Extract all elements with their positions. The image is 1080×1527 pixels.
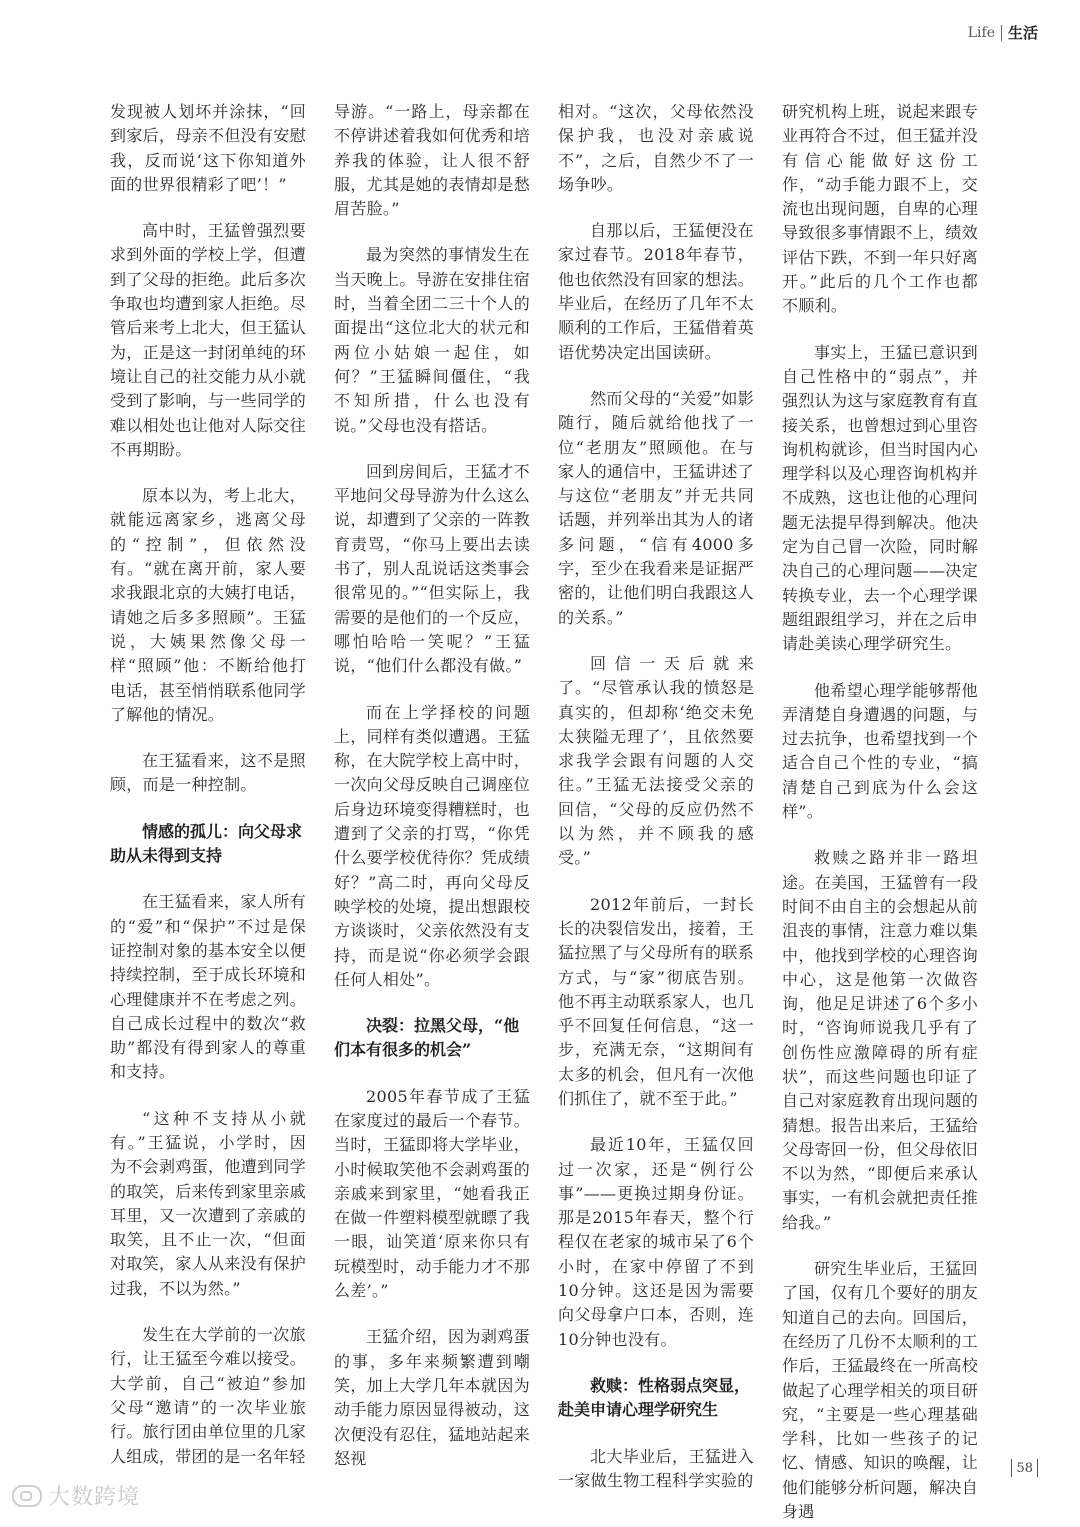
- page-number-divider: [1037, 1459, 1038, 1477]
- paragraph: 在王猛看来，家人所有的“爱”和“保护”不过是保证控制对象的基本安全以便持续控制，至于成长环境和心理健康并不在考虑之列。自己成长过程中的数次“救助”都没有得到家人的尊重和支持。: [110, 892, 306, 1082]
- paragraph: 自那以后，王猛便没在家过春节。2018年春节，他也依然没有回家的想法。毕业后，在经历了几年不太顺利的工作后，王猛借着英语优势决定出国读研。: [558, 221, 754, 362]
- paragraph: 发现被人划坏并涂抹，“回到家后，母亲不但没有安慰我，反而说‘这下你知道外面的世界很精彩了吧’！”: [110, 102, 306, 194]
- paragraph: 最近10年，王猛仅回过一次家，还是“例行公事”——更换过期身份证。那是2015年春天，整个行程仅在老家的城市呆了6个小时，在家中停留了不到10分钟。这还是因为需要向父母拿户口本，否则，连10分钟也没有。: [558, 1135, 754, 1349]
- article-body: [110, 100, 980, 1522]
- paragraph: “这种不支持从小就有。”王猛说，小学时，因为不会剥鸡蛋，他遭到同学的取笑，后来传到家里亲戚耳里，又一次遭到了亲戚的取笑，且不止一次，“但面对取笑，家人从来没有保护过我，不以为然。”: [110, 1108, 306, 1298]
- watermark: [12, 1480, 140, 1511]
- paragraph: 最为突然的事情发生在当天晚上。导游在安排住宿时，当着全团二三十个人的面提出“这位北大的状元和两位小姑娘一起住，如何？”王猛瞬间僵住，“我不知所措，什么也没有说。”父母也没有搭话。: [334, 245, 530, 435]
- paragraph: 原本以为，考上北大，就能远离家乡，逃离父母的“控制”，但依然没有。“就在离开前，家人要求我跟北京的大姨打电话，请她之后多多照顾”。王猛说，大姨果然像父母一样“照顾”他：不断给他打电话，甚至悄悄联系他同学了解他的情况。: [110, 486, 306, 724]
- paragraph: 高中时，王猛曾强烈要求到外面的学校上学，但遭到了父母的拒绝。此后多次争取也均遭到家人拒绝。尽管后来考上北大，但王猛认为，正是这一封闭单纯的环境让自己的社交能力从小就受到了影响，与一些同学的难以相处也让他对人际交往不再期盼。: [110, 221, 306, 459]
- header-divider: [1001, 25, 1002, 41]
- paragraph: 研究生毕业后，王猛回了国，仅有几个要好的朋友知道自己的去向。回国后，在经历了几份不太顺利的工作后，王猛最终在一所高校做起了心理学相关的项目研究，“主要是一些心理基础学科，比如一些孩子的记忆、情感、知识的唤醒，让他们能够分析问题，解决自身遇: [782, 1259, 978, 1522]
- paragraph: 救赎之路并非一路坦途。在美国，王猛曾有一段时间不由自主的会想起从前沮丧的事情，注意力难以集中，他找到学校的心理咨询中心，这是他第一次做咨询，他足足讲述了6个多小时，“咨询师说我几乎有了创伤性应激障碍的所有症状”，而这些问题也印证了自己对家庭教育出现问题的猜想。报告出来后，王猛给父母寄回一份，但父母依旧不以为然，“即便后来承认事实，一有机会就把责任推给我。”: [782, 848, 978, 1232]
- paragraph: 相对。“这次，父母依然没保护我，也没对亲戚说不”，之后，自然少不了一场争吵。: [558, 102, 754, 194]
- text-column-1: [110, 100, 306, 1466]
- magazine-name: Life: [967, 24, 995, 41]
- section-heading: 决裂：拉黑父母，“他们本有很多的机会”: [334, 1016, 520, 1060]
- page-number-divider: [1011, 1459, 1012, 1477]
- paragraph: 事实上，王猛已意识到自己性格中的“弱点”，并强烈认为这与家庭教育有直接关系，也曾想过到心里咨询机构就诊，但当时国内心理学科以及心理咨询机构并不成熟，这也让他的心理问题无法提早得到解决。他决定为自己冒一次险，同时解决自己的心理问题——决定转换专业，去一个心理学课题组跟组学习，并在之后申请赴美读心理学研究生。: [782, 342, 978, 654]
- page-number-value: 58: [1016, 1460, 1033, 1476]
- paragraph: 2012年前后，一封长长的决裂信发出，接着，王猛拉黑了与父母所有的联系方式，与“家”彻底告别。他不再主动联系家人，也几乎不回复任何信息，“这一步，充满无奈，“这期间有太多的机会，但凡有一次他们抓住了，就不至于此。”: [558, 894, 754, 1108]
- paragraph: 导游。“一路上，母亲都在不停讲述着我如何优秀和培养我的体验，让人很不舒服，尤其是她的表情却是愁眉苦脸。”: [334, 102, 530, 219]
- watermark-logo-icon: [12, 1485, 42, 1507]
- paragraph: 王猛介绍，因为剥鸡蛋的事，多年来频繁遭到嘲笑，加上大学几年本就因为动手能力原因显得被动，这次便没有忍住，猛地站起来怒视: [334, 1327, 530, 1468]
- running-header: [968, 22, 1038, 43]
- paragraph: 回信一天后就来了。“尽管承认我的愤怒是真实的，但却称‘绝交未免太狭隘无理了’，且依然要求我学会跟有问题的人交往。”王猛无法接受父亲的回信，“父母的反应仍然不以为然，并不顾我的感受。”: [558, 653, 754, 868]
- section-name: 生活: [1007, 24, 1038, 42]
- paragraph: 研究机构上班，说起来跟专业再符合不过，但王猛并没有信心能做好这份工作，“动手能力跟不上，交流也出现问题，自卑的心理导致很多事情跟不上，绩效评估下跌，不到一年只好离开。”此后的几个工作也都不顺利。: [782, 102, 978, 316]
- paragraph: 2005年春节成了王猛在家度过的最后一个春节。当时，王猛即将大学毕业，小时候取笑他不会剥鸡蛋的亲戚来到家里，“她看我正在做一件塑料模型就瞟了我一眼，讪笑道‘原来你只有玩模型时，动手能力才不那么差’。”: [334, 1086, 530, 1301]
- paragraph: 而在上学择校的问题上，同样有类似遭遇。王猛称，在大院学校上高中时，一次向父母反映自己调座位后身边环境变得糟糕时，也遭到了父亲的打骂，“你凭什么要学校优待你？凭成绩好？”高二时，再向父母反映学校的处境，提出想跟校方谈谈时，父亲依然没有支持，而是说“你必须学会跟任何人相处”。: [334, 702, 530, 989]
- text-column-2: [334, 100, 530, 1468]
- section-heading: 救赎：性格弱点突显，赴美申请心理学研究生: [558, 1375, 751, 1420]
- page-number: [1011, 1459, 1038, 1477]
- paragraph: 然而父母的“关爱”如影随行，随后就给他找了一位“老朋友”照顾他。在与家人的通信中，王猛讲述了与这位“老朋友”并无共同话题，并列举出其为人的诸多问题，“信有4000多字，至少在我看来是证据严密的，让他们明白我跟这人的关系。”: [558, 388, 754, 627]
- paragraph: 在王猛看来，这不是照顾，而是一种控制。: [110, 751, 306, 795]
- paragraph: 他希望心理学能够帮他弄清楚自身遭遇的问题，与过去抗争，也希望找到一个适合自己个性的专业，“搞清楚自己到底为什么会这样”。: [782, 680, 978, 822]
- paragraph: 发生在大学前的一次旅行，让王猛至今难以接受。大学前，自己“被迫”参加父母“邀请”的一次毕业旅行。旅行团由单位里的几家人组成，带团的是一名年轻: [110, 1325, 306, 1466]
- section-heading: 情感的孤儿：向父母求助从未得到支持: [110, 821, 303, 866]
- text-column-4: [782, 100, 978, 1522]
- paragraph: 北大毕业后，王猛进入一家做生物工程科学实验的: [558, 1446, 754, 1490]
- text-column-3: [558, 100, 754, 1490]
- watermark-text: 大数跨境: [48, 1485, 141, 1510]
- paragraph: 回到房间后，王猛才不平地问父母导游为什么这么说，却遭到了父亲的一阵教育责骂，“你马上要出去读书了，别人乱说话这类事会很常见的。”“但实际上，我需要的是他们的一个反应，哪怕哈哈一笑呢？”王猛说，“他们什么都没有做。”: [334, 461, 530, 676]
